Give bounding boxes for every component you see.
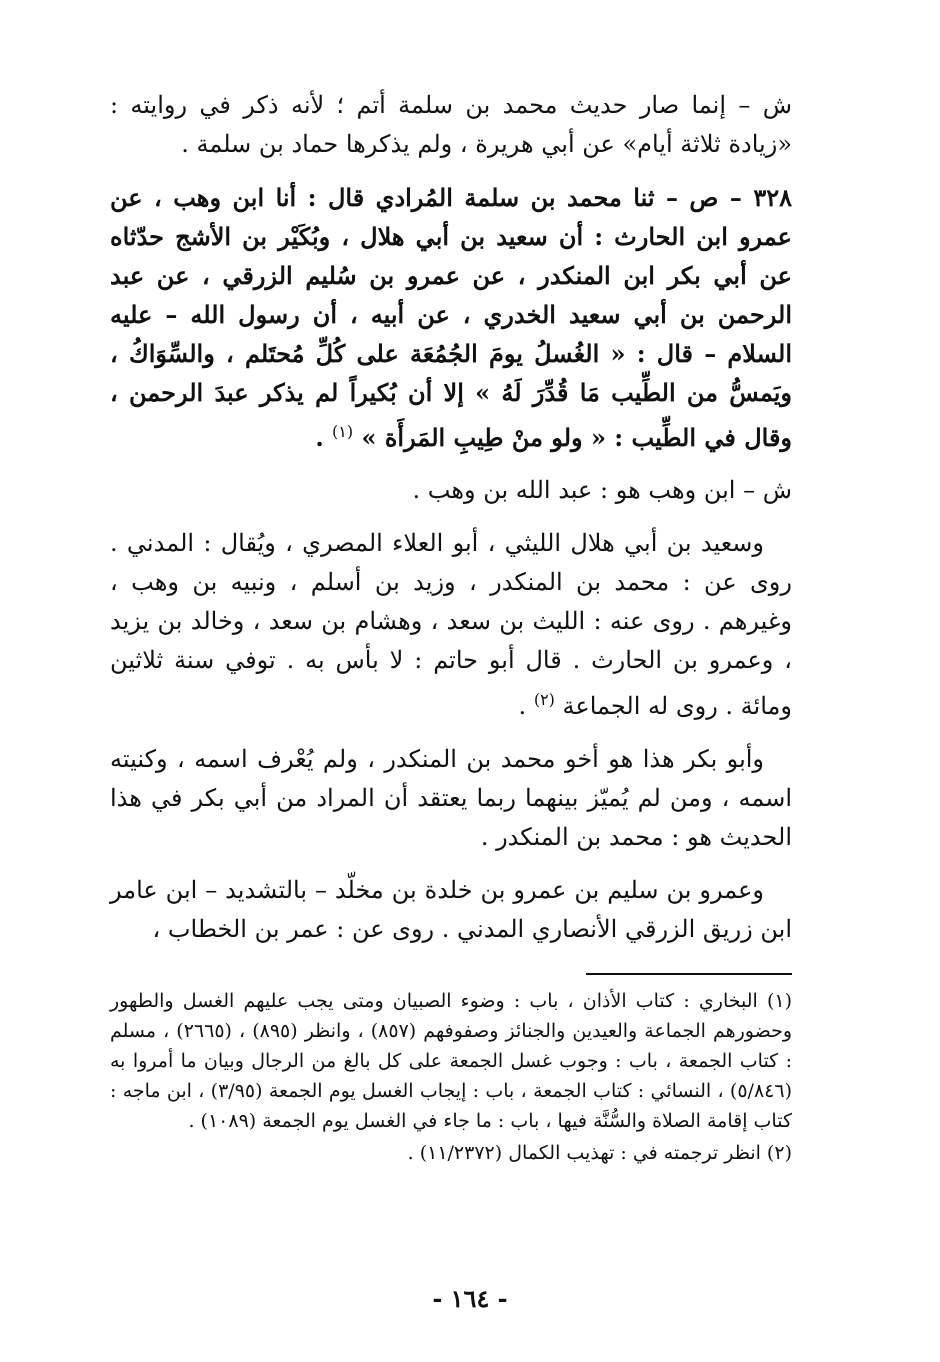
paragraph-amr-bin-sulaym: وعمرو بن سليم بن عمرو بن خلدة بن مخلّد – بالتشديد – ابن عامر ابن زريق الزرقي الأنصاري المدني . روى عن : عمر بن الخطاب ، xyxy=(110,876,792,943)
footnote-divider xyxy=(586,973,792,975)
footnote-ref-2[interactable]: (٢) xyxy=(533,690,555,709)
main-text xyxy=(110,86,792,963)
paragraph-said-text: وسعيد بن أبي هلال الليثي ، أبو العلاء المصري ، ويُقال : المدني . روى عن : محمد بن المنكدر ، وزيد بن أسلم ، ونبيه بن وهب ، وغيرهم . روى عنه : الليث بن سعد ، وهشام بن سعد ، وخالد بن يزيد ، وعمرو بن الحارث . قال أبو حاتم : لا بأس به . توفي سنة ثلاثين ومائة . روى له الجماعة xyxy=(110,529,792,720)
page-number: - ١٦٤ - xyxy=(432,1284,508,1313)
hadith-328 xyxy=(110,178,792,457)
footnote-ref-1[interactable]: (١) xyxy=(332,422,354,441)
paragraph-commentary-2: ش – ابن وهب هو : عبد الله بن وهب . xyxy=(412,476,792,504)
paragraph-commentary-1: ش – إنما صار حديث محمد بن سلمة أتم ؛ لأنه ذكر في روايته : «زيادة ثلاثة أيام» عن أبي هريرة ، ولم يذكرها حماد بن سلمة . xyxy=(110,91,792,158)
footnotes xyxy=(110,986,792,1170)
footnote-2: (٢) انظر ترجمته في : تهذيب الكمال (١١/٢٣٧٢) . xyxy=(407,1142,792,1164)
paragraph-abu-bakr: وأبو بكر هذا هو أخو محمد بن المنكدر ، ولم يُعْرف اسمه ، وكنيته اسمه ، ومن لم يُميّز بينهما ربما يعتقد أن المراد من أبي بكر في هذا الحديث هو : محمد بن المنكدر . xyxy=(110,745,792,851)
footnote-1: (١) البخاري : كتاب الأذان ، باب : وضوء الصبيان ومتى يجب عليهم الغسل والطهور وحضورهم الجماعة والعيدين والجنائز وصفوفهم (٨٥٧) ، وانظر (٨٩٥) ، (٢٦٦٥) ، مسلم : كتاب الجمعة ، باب : وجوب غسل الجمعة على كل بالغ من الرجال وبيان ما أمروا به (٥/٨٤٦) ، النسائي : كتاب الجمعة ، باب : إيجاب الغسل يوم الجمعة (٣/٩٥) ، ابن ماجه : كتاب إقامة الصلاة والسُّنَّة فيها ، باب : ما جاء في الغسل يوم الجمعة (١٠٨٩) . xyxy=(110,990,793,1132)
paragraph-said-bin-abi-hilal xyxy=(110,524,792,726)
paragraph-said-end: . xyxy=(518,692,534,720)
hadith-328-text: ٣٢٨ – ص – ثنا محمد بن سلمة المُرادي قال : أنا ابن وهب ، عن عمرو ابن الحارث : أن سعيد بن أبي هلال ، وبُكَيْر بن الأشج حدّثاه عن أبي بكر ابن المنكدر ، عن عمرو بن سُليم الزرقي ، عن عبد الرحمن بن أبي سعيد الخدري ، عن أبيه ، أن رسول الله – عليه السلام – قال : « الغُسلُ يومَ الجُمُعَة على كُلِّ مُحتَلم ، والسِّوَاكُ ، ويَمسُّ من الطِّيب مَا قُدِّرَ لَهُ » إلا أن بُكيراً لم يذكر عبدَ الرحمن ، وقال في الطِّيب : « ولو منْ طِيبِ المَرأَة » xyxy=(110,183,792,452)
hadith-328-end: . xyxy=(315,423,333,452)
